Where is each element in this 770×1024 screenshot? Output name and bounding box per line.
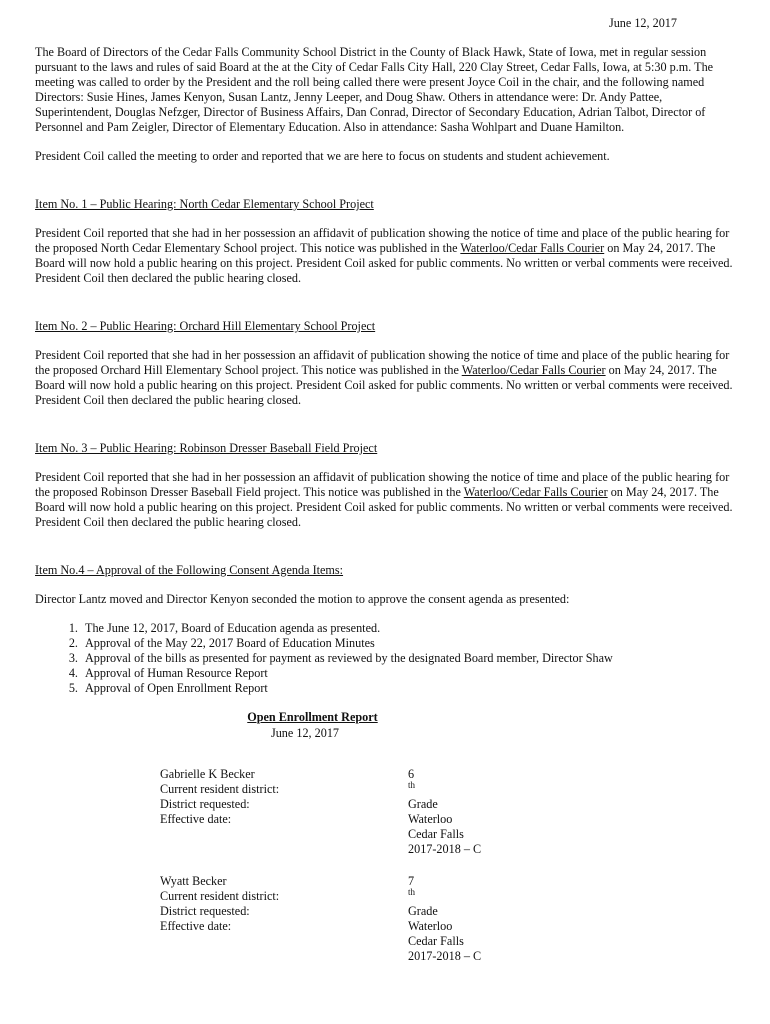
student-record	[160, 874, 735, 964]
item-3-paragraph: President Coil reported that she had in her possession an affidavit of publication showing the notice of time and place of the public hearing for the proposed Robinson Dresser Baseball Field project. This notice was published in the Waterloo/Cedar Falls Courier on May 24, 2017. The Board will now hold a public hearing on this project. President Coil asked for public comments. No written or verbal comments were received. President Coil then declared the public hearing closed.	[35, 470, 733, 529]
item-4-motion: Director Lantz moved and Director Kenyon seconded the motion to approve the consent agenda as presented:	[35, 592, 570, 606]
list-item: 1. The June 12, 2017, Board of Education agenda as presented.	[81, 621, 735, 636]
publication-name: Waterloo/Cedar Falls Courier	[461, 363, 606, 377]
effective-date: 2017-2018 – C	[408, 949, 482, 963]
label-current: Current resident district:	[160, 782, 280, 796]
current-district: Waterloo	[408, 919, 453, 933]
consent-agenda-list	[35, 621, 735, 696]
student-name: Wyatt Becker	[160, 874, 227, 888]
item-2-paragraph: President Coil reported that she had in her possession an affidavit of publication showing the notice of time and place of the public hearing for the proposed Orchard Hill Elementary School project. This notice was published in the Waterloo/Cedar Falls Courier on May 24, 2017. The Board will now hold a public hearing on this project. President Coil asked for public comments. No written or verbal comments were received. President Coil then declared the public hearing closed.	[35, 348, 733, 407]
item-2-heading: Item No. 2 – Public Hearing: Orchard Hill Elementary School Project	[35, 319, 376, 333]
effective-date: 2017-2018 – C	[408, 842, 482, 856]
opening-paragraph: President Coil called the meeting to order and reported that we are here to focus on students and student achievement.	[35, 149, 610, 163]
student-grade: 6 $^{th}$ Grade	[408, 767, 438, 811]
document-date: June 12, 2017	[608, 16, 677, 30]
report-date: June 12, 2017	[270, 726, 340, 740]
publication-name: Waterloo/Cedar Falls Courier	[463, 485, 608, 499]
minutes-body	[35, 45, 735, 964]
intro-paragraph: The Board of Directors of the Cedar Falls Community School District in the County of Black Hawk, State of Iowa, met in regular session pursuant to the laws and rules of said Board at the at the City of Cedar Falls City Hall, 220 Clay Street, Cedar Falls, Iowa, at 5:30 p.m. The meeting was called to order by the President and the roll being called there were present Joyce Coil in the chair, and the following named Directors: Susie Hines, James Kenyon, Susan Lantz, Jenny Leeper, and Doug Shaw. Others in attendance were: Dr. Andy Pattee, Superintendent, Douglas Nefzger, Director of Business Affairs, Dan Conrad, Director of Secondary Education, Adrian Talbot, Director of Personnel and Pam Zeigler, Director of Elementary Education. Also in attendance: Sasha Wohlpart and Duane Hamilton.	[35, 45, 714, 134]
requested-district: Cedar Falls	[408, 934, 464, 948]
list-item: 3. Approval of the bills as presented for payment as reviewed by the designated Board member, Director Shaw	[81, 651, 735, 666]
label-requested: District requested:	[160, 797, 250, 811]
current-district: Waterloo	[408, 812, 453, 826]
list-item: 2. Approval of the May 22, 2017 Board of Education Minutes	[81, 636, 735, 651]
item-4-heading: Item No.4 – Approval of the Following Consent Agenda Items:	[35, 563, 344, 577]
student-grade: 7 $^{th}$ Grade	[408, 874, 438, 918]
student-name: Gabrielle K Becker	[160, 767, 255, 781]
item-3-heading: Item No. 3 – Public Hearing: Robinson Dresser Baseball Field Project	[35, 441, 378, 455]
report-title: Open Enrollment Report	[247, 710, 378, 724]
publication-name: Waterloo/Cedar Falls Courier	[460, 241, 605, 255]
list-item: 4. Approval of Human Resource Report	[81, 666, 735, 681]
label-effective: Effective date:	[160, 919, 232, 933]
label-current: Current resident district:	[160, 889, 280, 903]
label-effective: Effective date:	[160, 812, 232, 826]
item-1-heading: Item No. 1 – Public Hearing: North Cedar Elementary School Project	[35, 197, 374, 211]
label-requested: District requested:	[160, 904, 250, 918]
item-1-paragraph: President Coil reported that she had in her possession an affidavit of publication showing the notice of time and place of the public hearing for the proposed North Cedar Elementary School project. This notice was published in the Waterloo/Cedar Falls Courier on May 24, 2017. The Board will now hold a public hearing on this project. President Coil asked for public comments. No written or verbal comments were received. President Coil then declared the public hearing closed.	[35, 226, 733, 285]
student-record	[160, 767, 735, 857]
requested-district: Cedar Falls	[408, 827, 464, 841]
list-item: 5. Approval of Open Enrollment Report	[81, 681, 735, 696]
